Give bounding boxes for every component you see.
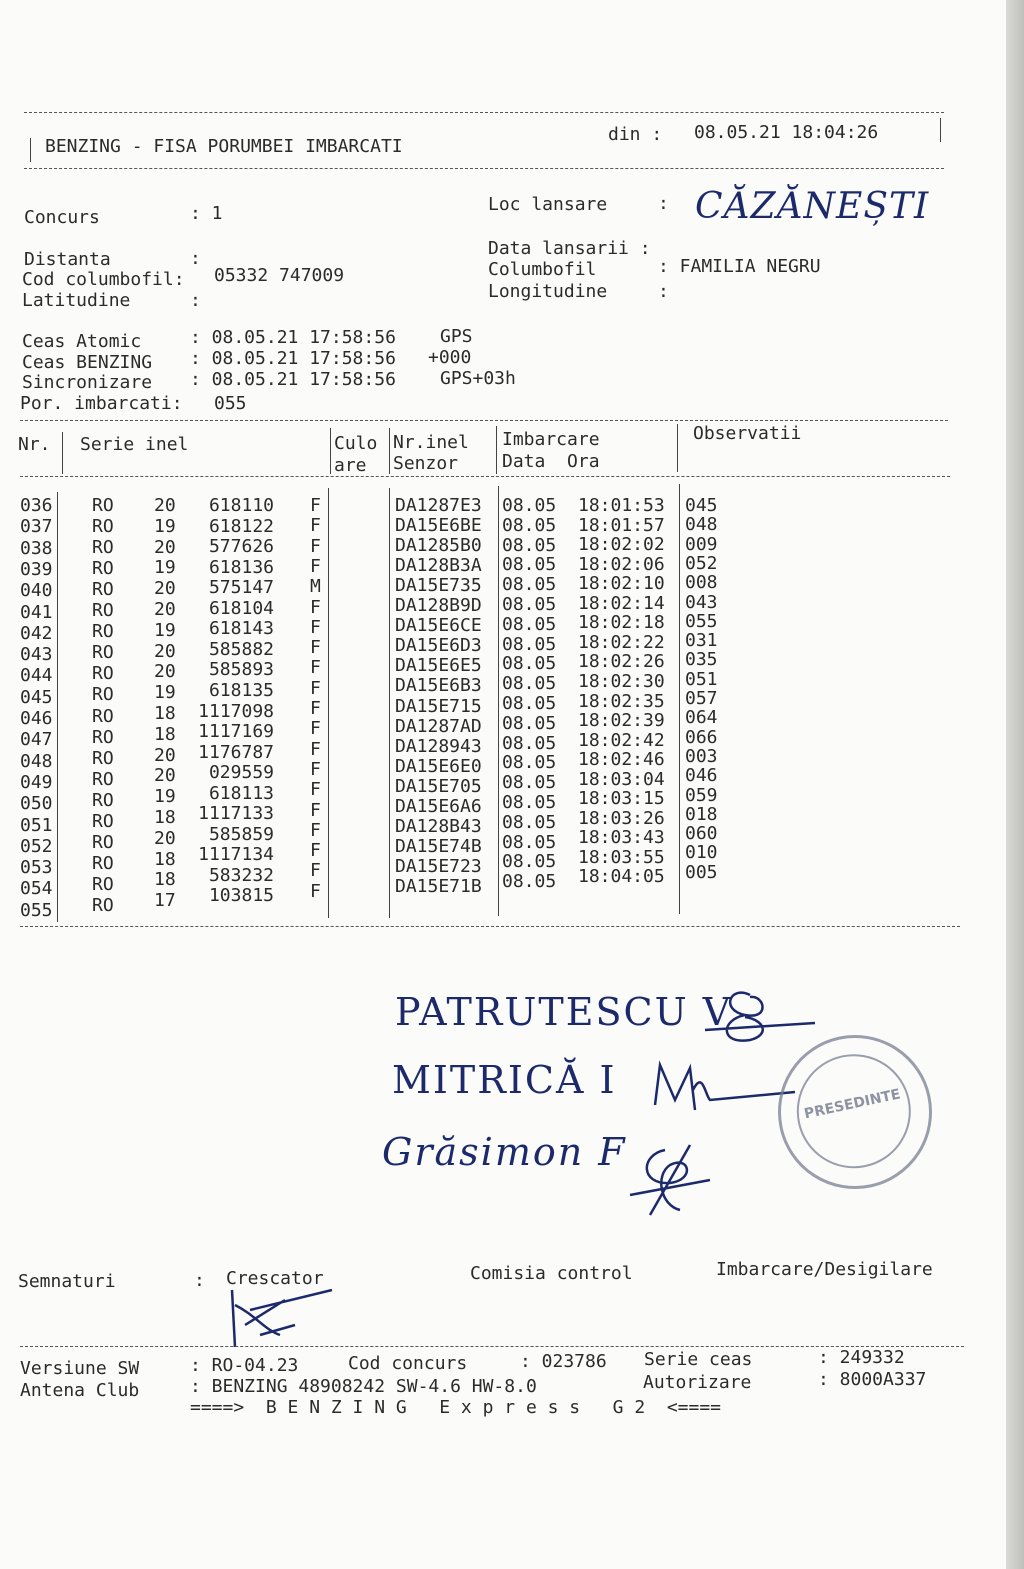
- cell-sex: F: [310, 677, 321, 699]
- cell-country: RO: [92, 579, 114, 601]
- cell-sensor: DA15E71B: [395, 875, 482, 897]
- cell-country: RO: [92, 789, 114, 811]
- cell-country: RO: [92, 663, 114, 685]
- cell-ring: 583232: [208, 864, 274, 886]
- cell-sex: F: [310, 515, 321, 537]
- cell-time: 18:02:39: [578, 710, 665, 732]
- header-din-label: din :: [608, 124, 663, 145]
- header-title: BENZING - FISA PORUMBEI IMBARCATI: [45, 136, 403, 157]
- cell-sensor: DA15E705: [395, 775, 482, 797]
- cell-ring: 618113: [208, 782, 274, 804]
- table-bottom-border: [20, 926, 960, 927]
- cell-time: 18:03:55: [578, 846, 665, 868]
- cell-country: RO: [92, 516, 114, 538]
- col-header-nr: Nr.: [18, 434, 51, 455]
- cell-date: 08.05: [502, 851, 557, 873]
- cell-time: 18:03:26: [578, 807, 665, 829]
- handwritten-name-2: MITRICĂ I: [392, 1058, 617, 1102]
- distanta-colon: :: [190, 248, 201, 269]
- cell-nr: 053: [20, 857, 53, 879]
- cell-time: 18:02:06: [578, 553, 665, 575]
- cell-obs: 031: [685, 630, 718, 652]
- header-din-value: 08.05.21 18:04:26: [694, 122, 879, 143]
- cell-country: RO: [92, 873, 114, 895]
- clock-benzing-suffix: +000: [428, 347, 472, 368]
- cell-ring: 618122: [208, 515, 274, 537]
- cell-nr: 041: [20, 601, 53, 623]
- cell-year: 18: [154, 869, 176, 891]
- cell-date: 08.05: [502, 732, 557, 754]
- cell-date: 08.05: [502, 574, 557, 596]
- cell-obs: 059: [685, 784, 718, 806]
- cell-time: 18:02:10: [578, 573, 665, 595]
- cell-sensor: DA1287AD: [395, 715, 482, 737]
- por-imbarcati-value: 055: [214, 393, 247, 414]
- cell-obs: 066: [685, 726, 718, 748]
- cell-country: RO: [92, 642, 114, 664]
- cell-ring: 618136: [208, 556, 274, 578]
- cell-sex: F: [310, 535, 321, 557]
- cell-nr: 052: [20, 835, 53, 857]
- cell-obs: 043: [685, 591, 718, 613]
- cell-date: 08.05: [502, 554, 557, 576]
- cell-obs: 052: [685, 552, 718, 574]
- cell-ring: 618143: [208, 618, 274, 640]
- cell-year: 19: [154, 786, 176, 808]
- col-header-serie: Serie inel: [80, 434, 189, 455]
- cell-obs: 035: [685, 649, 718, 671]
- cell-country: RO: [92, 831, 114, 853]
- cell-sex: F: [310, 596, 321, 618]
- cell-nr: 045: [20, 686, 53, 708]
- crescator-label: Crescator: [226, 1268, 324, 1289]
- cell-sex: F: [310, 840, 321, 862]
- col-header-nrinel-2: Senzor: [393, 453, 459, 474]
- cell-time: 18:03:04: [578, 768, 665, 790]
- cell-year: 20: [154, 765, 176, 787]
- header-vline-2: [330, 428, 331, 474]
- cod-columbofil-value: 05332 747009: [214, 265, 345, 286]
- cell-date: 08.05: [502, 792, 557, 813]
- cell-nr: 046: [20, 708, 53, 729]
- antena-label: Antena Club: [20, 1380, 140, 1401]
- serie-ceas-label: Serie ceas: [644, 1349, 753, 1370]
- cell-country: RO: [92, 684, 114, 706]
- cell-year: 20: [154, 599, 176, 620]
- longitudine-label: Longitudine: [488, 281, 608, 302]
- cell-time: 18:03:15: [578, 788, 665, 810]
- cell-date: 08.05: [502, 871, 557, 893]
- cell-year: 20: [154, 640, 176, 662]
- cell-year: 20: [154, 578, 176, 600]
- body-vline-5: [679, 484, 680, 914]
- body-vline-3: [389, 488, 390, 918]
- cell-date: 08.05: [502, 772, 557, 794]
- cell-ring: 1176787: [198, 741, 274, 763]
- cell-nr: 038: [20, 537, 53, 559]
- cod-concurs-label: Cod concurs: [348, 1353, 468, 1374]
- cell-sex: F: [310, 819, 321, 841]
- cell-sensor: DA15E6CE: [395, 615, 482, 637]
- cell-sex: F: [310, 718, 321, 740]
- latitudine-colon: :: [190, 290, 201, 311]
- cell-country: RO: [92, 537, 114, 559]
- clock-atomic-label: Ceas Atomic: [22, 331, 142, 352]
- cell-date: 08.05: [502, 693, 557, 714]
- body-vline-4: [498, 486, 499, 916]
- cell-time: 18:02:42: [578, 729, 665, 751]
- cell-ring: 1117169: [198, 721, 274, 743]
- clock-sync-suffix: GPS+03h: [440, 368, 516, 389]
- cell-date: 08.05: [502, 613, 557, 635]
- cell-year: 19: [154, 619, 176, 641]
- cell-time: 18:02:18: [578, 612, 665, 634]
- col-header-imbarcare-2: Data Ora: [502, 451, 600, 472]
- cell-sex: M: [310, 576, 321, 598]
- cell-date: 08.05: [502, 514, 557, 536]
- cell-ring: 618110: [208, 495, 274, 516]
- cell-year: 19: [154, 682, 176, 704]
- cell-nr: 051: [20, 814, 53, 836]
- cell-nr: 049: [20, 771, 53, 793]
- cell-nr: 054: [20, 878, 53, 900]
- cell-year: 20: [154, 661, 176, 683]
- express-line: ====> B E N Z I N G E x p r e s s G 2 <====: [190, 1397, 722, 1418]
- header-vline-5: [677, 424, 678, 472]
- body-vline-1: [57, 492, 58, 922]
- cell-ring: 103815: [208, 885, 274, 907]
- comisia-label: Comisia control: [470, 1263, 633, 1284]
- cell-sensor: DA128943: [395, 735, 482, 757]
- cell-nr: 043: [20, 644, 53, 666]
- longitudine-colon: :: [658, 281, 669, 302]
- cell-sensor: DA15E6E0: [395, 755, 482, 777]
- cod-concurs-value: : 023786: [520, 1351, 607, 1372]
- cell-country: RO: [92, 495, 114, 516]
- antena-value: : BENZING 48908242 SW-4.6 HW-8.0: [190, 1376, 537, 1397]
- latitudine-label: Latitudine: [22, 290, 131, 311]
- cell-date: 08.05: [502, 653, 557, 675]
- cell-time: 18:03:43: [578, 827, 665, 849]
- cell-sensor: DA15E735: [395, 575, 482, 597]
- cell-sensor: DA1287E3: [395, 495, 482, 516]
- cell-country: RO: [92, 894, 114, 916]
- body-vline-2: [328, 488, 329, 918]
- por-imbarcati-label: Por. imbarcati:: [20, 393, 183, 414]
- semnaturi-label: Semnaturi: [18, 1271, 116, 1292]
- cell-sex: F: [310, 495, 321, 516]
- cell-sensor: DA15E6D3: [395, 635, 482, 657]
- cell-sex: F: [310, 860, 321, 882]
- cell-nr: 055: [20, 899, 53, 921]
- cell-obs: 008: [685, 572, 718, 594]
- cell-nr: 042: [20, 622, 53, 644]
- cell-sensor: DA15E723: [395, 855, 482, 877]
- concurs-value: : 1: [190, 203, 223, 224]
- cod-columbofil-label: Cod columbofil:: [22, 269, 185, 290]
- cell-country: RO: [92, 768, 114, 790]
- cell-time: 18:02:02: [578, 534, 665, 556]
- cell-date: 08.05: [502, 673, 557, 695]
- cell-year: 19: [154, 557, 176, 579]
- cell-obs: 046: [685, 765, 718, 787]
- handwritten-name-3: Grăsimon F: [382, 1130, 627, 1174]
- concurs-label: Concurs: [24, 207, 100, 228]
- versiune-label: Versiune SW: [20, 1358, 140, 1379]
- cell-sex: F: [310, 555, 321, 577]
- clock-benzing-value: : 08.05.21 17:58:56: [190, 348, 396, 369]
- cell-ring: 585893: [208, 659, 274, 681]
- cell-sex: F: [310, 799, 321, 821]
- cell-obs: 057: [685, 688, 718, 709]
- cell-year: 18: [154, 703, 176, 724]
- columbofil-label: Columbofil: [488, 259, 597, 280]
- cell-obs: 009: [685, 533, 718, 555]
- header-top-border: [24, 112, 944, 113]
- cell-time: 18:04:05: [578, 866, 665, 888]
- cell-nr: 036: [20, 495, 53, 516]
- cell-ring: 1117133: [198, 803, 274, 825]
- cell-date: 08.05: [502, 831, 557, 853]
- clock-atomic-value: : 08.05.21 17:58:56: [190, 327, 396, 348]
- cell-ring: 575147: [208, 577, 274, 599]
- col-header-nrinel-1: Nr.inel: [393, 432, 469, 453]
- data-lansarii-label: Data lansarii :: [488, 238, 651, 259]
- cell-country: RO: [92, 705, 114, 727]
- header-vline-1: [62, 432, 63, 474]
- cell-date: 08.05: [502, 534, 557, 556]
- loc-lansare-label: Loc lansare: [488, 194, 608, 215]
- clock-atomic-suffix: GPS: [440, 326, 473, 347]
- col-header-culoare-1: Culo: [334, 433, 378, 454]
- cell-nr: 044: [20, 665, 53, 687]
- cell-ring: 029559: [208, 762, 274, 784]
- header-left-bar: [30, 138, 31, 162]
- cell-country: RO: [92, 810, 114, 832]
- cell-country: RO: [92, 726, 114, 748]
- columbofil-value: : FAMILIA NEGRU: [658, 256, 821, 277]
- cell-time: 18:02:22: [578, 631, 665, 653]
- cell-obs: 055: [685, 610, 718, 632]
- cell-time: 18:01:53: [578, 495, 665, 516]
- cell-country: RO: [92, 747, 114, 769]
- cell-country: RO: [92, 558, 114, 580]
- cell-obs: 010: [685, 842, 718, 864]
- cell-sex: F: [310, 880, 321, 902]
- cell-nr: 040: [20, 580, 53, 602]
- clock-sync-label: Sincronizare: [22, 372, 153, 393]
- cell-date: 08.05: [502, 633, 557, 655]
- cell-ring: 618104: [208, 597, 274, 619]
- cell-time: 18:02:46: [578, 749, 665, 771]
- cell-sex: F: [310, 698, 321, 719]
- cell-nr: 039: [20, 558, 53, 580]
- cell-ring: 1117098: [198, 700, 274, 722]
- cell-sensor: DA15E6B3: [395, 675, 482, 697]
- cell-obs: 064: [685, 707, 718, 729]
- imbarcare-desigilare-label: Imbarcare/Desigilare: [716, 1259, 933, 1280]
- cell-year: 18: [154, 807, 176, 828]
- cell-year: 18: [154, 723, 176, 745]
- cell-time: 18:02:26: [578, 651, 665, 673]
- loc-lansare-colon: :: [658, 193, 669, 214]
- cell-sensor: DA128B3A: [395, 555, 482, 577]
- cell-date: 08.05: [502, 712, 557, 734]
- cell-sex: F: [310, 779, 321, 801]
- table-top-border: [20, 420, 948, 421]
- cell-year: 19: [154, 515, 176, 537]
- signature-3-icon: [620, 1135, 740, 1225]
- cell-ring: 577626: [208, 536, 274, 558]
- header-right-bar: [940, 118, 941, 142]
- cell-sex: F: [310, 657, 321, 679]
- cell-sensor: DA15E6BE: [395, 515, 482, 537]
- clock-sync-value: : 08.05.21 17:58:56: [190, 369, 396, 390]
- cell-year: 20: [154, 495, 176, 516]
- cell-sensor: DA15E6E5: [395, 655, 482, 677]
- cell-time: 18:02:35: [578, 690, 665, 712]
- clock-benzing-label: Ceas BENZING: [22, 352, 153, 373]
- autorizare-value: : 8000A337: [818, 1369, 927, 1390]
- cell-nr: 047: [20, 729, 53, 751]
- table-header-bottom-border: [20, 476, 950, 477]
- cell-ring: 1117134: [198, 844, 274, 866]
- loc-lansare-handwritten: CĂZĂNEȘTI: [695, 186, 930, 227]
- cell-sensor: DA15E74B: [395, 835, 482, 857]
- cell-country: RO: [92, 621, 114, 643]
- cell-time: 18:02:30: [578, 670, 665, 692]
- cell-date: 08.05: [502, 752, 557, 774]
- cell-time: 18:01:57: [578, 514, 665, 536]
- cell-country: RO: [92, 600, 114, 622]
- cell-nr: 037: [20, 516, 53, 538]
- serie-ceas-value: : 249332: [818, 1347, 905, 1368]
- cell-obs: 018: [685, 803, 718, 825]
- cell-obs: 045: [685, 495, 718, 516]
- cell-nr: 048: [20, 750, 53, 772]
- cell-date: 08.05: [502, 594, 557, 615]
- cell-year: 20: [154, 536, 176, 558]
- col-header-observatii: Observatii: [693, 423, 802, 444]
- cell-year: 20: [154, 744, 176, 766]
- semnaturi-colon: :: [194, 1270, 205, 1291]
- cell-obs: 005: [685, 861, 718, 883]
- col-header-culoare-2: are: [334, 455, 367, 476]
- sheet-edge: [1006, 0, 1024, 1569]
- cell-obs: 060: [685, 823, 718, 845]
- cell-year: 18: [154, 848, 176, 870]
- cell-ring: 618135: [208, 679, 274, 701]
- handwritten-name-1: PATRUTESCU V: [395, 990, 733, 1034]
- crescator-signature-icon: [220, 1285, 350, 1350]
- cell-sensor: DA15E715: [395, 695, 482, 717]
- header-vline-4: [496, 426, 497, 474]
- cell-country: RO: [92, 852, 114, 874]
- cell-sensor: DA1285B0: [395, 535, 482, 557]
- cell-nr: 050: [20, 793, 53, 815]
- cell-time: 18:02:14: [578, 592, 665, 614]
- cell-year: 20: [154, 827, 176, 849]
- cell-ring: 585859: [208, 823, 274, 845]
- cell-sex: F: [310, 738, 321, 760]
- cell-sensor: DA128B9D: [395, 595, 482, 617]
- cell-year: 17: [154, 890, 176, 912]
- cell-date: 08.05: [502, 495, 557, 516]
- cell-sex: F: [310, 616, 321, 638]
- header-vline-3: [389, 428, 390, 474]
- distanta-label: Distanta: [24, 249, 111, 270]
- autorizare-label: Autorizare: [643, 1372, 752, 1393]
- cell-obs: 003: [685, 745, 718, 767]
- cell-date: 08.05: [502, 811, 557, 833]
- cell-sensor: DA128B43: [395, 815, 482, 837]
- cell-obs: 051: [685, 668, 718, 690]
- cell-ring: 585882: [208, 638, 274, 660]
- cell-sensor: DA15E6A6: [395, 795, 482, 817]
- cell-obs: 048: [685, 514, 718, 536]
- col-header-imbarcare-1: Imbarcare: [502, 429, 600, 450]
- cell-sex: F: [310, 637, 321, 659]
- stamp-text: PRESEDINTE: [802, 1086, 902, 1123]
- versiune-value: : RO-04.23: [190, 1355, 299, 1376]
- cell-sex: F: [310, 758, 321, 780]
- header-bottom-border: [24, 168, 944, 169]
